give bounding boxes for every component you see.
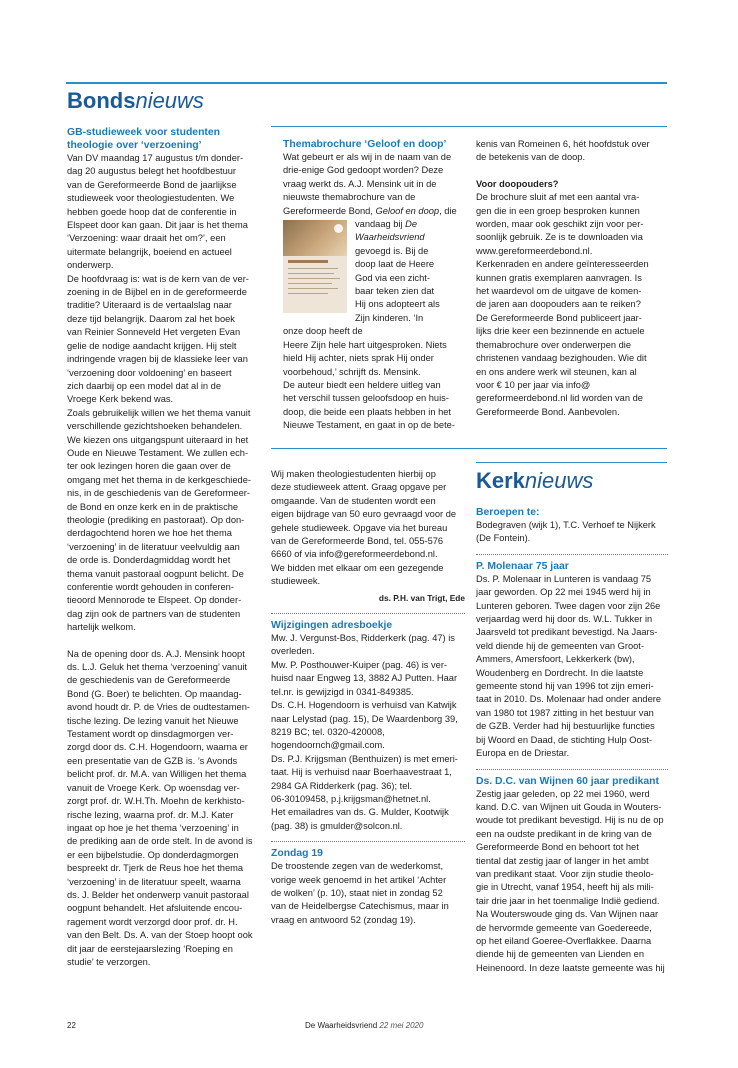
text-line: doop laat de Heere [355, 259, 435, 270]
text-line: Hij ons adopteert als [355, 299, 440, 310]
text-line: de jaren aan doopouders aan te reiken? [476, 299, 641, 310]
text-line: taat. Hij is verhuisd naar Boerhaavestraat 1, [271, 767, 452, 778]
text-line: Zestig jaar geleden, op 22 mei 1960, werd [476, 788, 650, 799]
brochure-body [283, 339, 466, 433]
text-line: dit jaar de eerstejaarslezing ‘Roeping en [67, 943, 233, 954]
text-line: Vroege Kerk bekend was. [67, 394, 174, 405]
text-line: de wolken’ (p. 10), staat niet in zondag 52 [271, 887, 443, 898]
text-line: 8219 BC; tel. 0320-420008, [271, 726, 385, 737]
divider [271, 841, 465, 842]
text-line: uitermate belangrijk, boeiend en actueel [67, 246, 232, 257]
text-line: baar teken zien dat [355, 286, 435, 297]
heading-molenaar: P. Molenaar 75 jaar [476, 560, 569, 572]
beroepen-text [476, 519, 668, 546]
text-line: lijks drie keer een bezinnende en actuele [476, 326, 645, 337]
text-line: omgang met het thema in de kerkgeschiede- [67, 474, 251, 485]
divider [476, 769, 668, 770]
text-line: soonlijk gebruik. Ze is te downloaden via [476, 232, 643, 243]
box-top-rule [271, 126, 667, 127]
van-wijnen-text [476, 788, 668, 976]
text-line: Europa en de Driestar. [476, 748, 570, 759]
text-line: verjaardag werd hij door ds. W.L. Tukker in [476, 614, 653, 625]
brochure-intro [283, 151, 466, 205]
text-line: theologie (prediking en pastoraat). Op don- [67, 514, 245, 525]
studieweek-body [67, 152, 261, 635]
signature: ds. P.H. van Trigt, Ede [378, 592, 465, 603]
text-line: diende hij de gemeenten van Lienden en [476, 949, 644, 960]
text-line: tiental dat zestig jaar of langer in het ambt [476, 855, 649, 866]
text-line: ds. J. Belder het onderwerp vanuit pastoraal [67, 889, 249, 900]
text-line: gelie de nodige aandacht krijgen. Hij stelt [67, 340, 237, 351]
text-line: jaar geworden. Op 22 mei 1945 werd hij in [476, 587, 651, 598]
text-line: nis, in de geschiedenis van de Gereformeer- [67, 488, 250, 499]
text-line: Mw. P. Posthouwer-Kuiper (pag. 46) is ver- [271, 659, 448, 670]
article-themabrochure-cont [476, 138, 668, 419]
text-line: hogendoornch@gmail.com. [271, 740, 385, 751]
text-line: 6660 of via info@gereformeerdebond.nl. [271, 549, 438, 560]
text-line: ‘Verzoening: waar draait het om?’, een [67, 233, 226, 244]
text-line: van predikant staat. Voor zijn studie theolo- [476, 868, 654, 879]
zondag-19-text [271, 860, 465, 927]
text-line: Gereformeerde Bond. Aanbevolen. [476, 406, 620, 417]
text-line: verschillende gezichtshoeken behandelen. [67, 421, 243, 432]
text-line: De brochure sluit af met een aantal vra- [476, 192, 640, 203]
text-line: huisd naar Engweg 13, 3882 AJ Putten. Haar [271, 673, 458, 684]
text-line: gen die in een groep besproken kunnen [476, 205, 640, 216]
text-line: bij Woord en Daad, de stichting Hulp Oost- [476, 734, 653, 745]
text-line: nieuwste themabrochure van de [283, 192, 416, 203]
heading-van-wijnen: Ds. D.C. van Wijnen 60 jaar predikant [476, 775, 659, 787]
text-line: Van DV maandag 17 augustus t/m donder- [67, 153, 244, 163]
section-title-bondsnieuws: Bondsnieuws [67, 88, 204, 113]
text-line: de geschiedenis van de Gereformeerde [67, 675, 231, 686]
text-line: ‘verzoening’ in de literatuur speelt, waarna [67, 876, 241, 887]
text-line: worden, maar ook geschikt zijn voor per- [476, 219, 644, 230]
text-line: zich daarbij op een model dat al in de [67, 380, 222, 391]
column-kerknieuws [476, 506, 668, 975]
text-line: thema vanuit pastoraal oogpunt belicht. De [67, 568, 244, 579]
text-line: naar Lelystad (pag. 15), De Waardenborg 39, [271, 713, 458, 724]
text-line: een presentatie van de GZB is. ’s Avonds [67, 755, 238, 766]
text-line: drie-enige God gedoopt worden? Deze [283, 165, 444, 176]
text-line: tair drie jaar in het toenmalige Indië gediend. [476, 895, 660, 906]
heading-adresboekje: Wijzigingen adresboekje [271, 620, 393, 632]
text-line: eigen bijdrage van 50 euro gevraagd voor de [271, 509, 457, 520]
text-line: studieweek voor theologiestudenten. We [67, 193, 235, 204]
text-line: De hoofdvraag is: wat is de kern van de ver- [67, 273, 249, 284]
text-line: conferentie wordt gehouden in conferen- [67, 582, 234, 592]
text-line: op het eiland Goeree-Overflakkee. Daarna [476, 935, 652, 946]
brochure-float-line: Waarheidsvriend [355, 232, 425, 243]
text-line: Oude en Nieuwe Testament. We zullen ech- [67, 447, 249, 458]
text-line: voorbehoud,’ schrijft ds. Mensink. [283, 366, 421, 377]
text-line: deze studieweek attent. Graag opgave per [271, 482, 447, 493]
text-line: Jaarsveld tot predikant bevestigd. Na Jaars- [476, 627, 658, 638]
text-line: het waardevol om de uitgave de komen- [476, 286, 642, 297]
text-line: Lunteren geboren. Twee dagen voor zijn 26e [476, 600, 661, 611]
text-line: de orde is. Donderdagmiddag wordt het [67, 555, 231, 566]
article-studieweek [67, 126, 261, 969]
text-line: dag 20 augustus belegt het hoofdbestuur [67, 166, 237, 177]
text-line: ter ook lezingen horen die gaan over de [67, 461, 231, 472]
text-line: vraag en antwoord 52 (zondag 19). [271, 914, 416, 925]
text-line: christenen vandaag bezighouden. Wie dit [476, 353, 647, 364]
brochure-doopouders-text [476, 191, 668, 419]
heading-zondag-19: Zondag 19 [271, 848, 323, 860]
text-line: gie in Utrecht, vanaf 1954, heeft hij als mili- [476, 882, 654, 893]
text-line: hebben goede hoop dat de conferentie in [67, 206, 237, 217]
text-line: Heere Zijn hele hart uitgesproken. Niets [283, 339, 447, 350]
text-line: de betekenis van de doop. [476, 152, 586, 163]
text-line: ingaat op hoe je het thema ‘verzoening’ in [67, 822, 239, 833]
section-title-kerknieuws: Kerknieuws [476, 468, 594, 493]
text-line: gemeente stond hij van 1996 tot zijn emeri- [476, 681, 654, 692]
text-line: Nieuwe Testament, en gaat in op de bete- [283, 420, 455, 431]
text-line: gehele studieweek. Opgave via het bureau [271, 522, 448, 533]
text-line: voor € 10 per jaar via info@ [476, 379, 591, 390]
text-line: ‘verzoening’ in de literatuur veelvuldig aan [67, 541, 240, 552]
text-line: ds. L.J. Geluk het thema ‘verzoening’ vanuit [67, 662, 248, 673]
text-line: tieoord Mennorode te Elspeet. Op donder- [67, 595, 242, 606]
heading-themabrochure: Themabrochure ‘Geloof en doop’ [283, 139, 447, 150]
text-line: Wat gebeurt er als wij in de naam van de [283, 152, 452, 162]
text-line: overleden. [271, 646, 315, 657]
text-line: er een bijbelstudie. Op donderdagmorgen [67, 849, 239, 860]
text-line: doop, die beide een plaats hebben in het [283, 406, 452, 417]
kerknieuws-rule [476, 462, 667, 463]
text-line: Ds. P.J. Krijgsman (Benthuizen) is met emeri- [271, 753, 458, 764]
text-line: Wij maken theologiestudenten hierbij op [271, 469, 436, 479]
text-line: van de Gereformeerde Bond, tel. 055-576 [271, 536, 444, 547]
text-line: van 1980 tot 1987 zitting in het bestuur van [476, 707, 654, 718]
studieweek-program [67, 648, 261, 970]
text-line: de prediking aan de orde stelt. In de avond is [67, 836, 253, 847]
text-line: veld diende hij de gemeenten van Groot- [476, 640, 644, 651]
text-line: omgaande. Van de studenten wordt een [271, 495, 436, 506]
text-line: vanuit de Vroege Kerk. Op woensdag ver- [67, 782, 240, 793]
text-line: www.gereformeerdebond.nl. [476, 245, 593, 256]
text-line: oogpunt behandelt. Het afsluitende encou- [67, 903, 243, 914]
text-line: vraag werkt ds. A.J. Mensink uit in de [283, 178, 437, 189]
text-line: bespreekt dr. Tjerk de Reus hoe het thema [67, 863, 244, 874]
text-line: van de Heidelbergse Catechismus, maar in [271, 901, 449, 912]
text-line: We kiezen ons uitgangspunt uiteraard in het [67, 434, 249, 445]
text-line: 2984 GA Ridderkerk (pag. 36); tel. [271, 780, 413, 791]
column-middle [271, 468, 465, 927]
box-bottom-rule [271, 448, 667, 449]
text-line: gereformeerdebond.nl lid worden van de [476, 393, 643, 404]
text-line: Zijn kinderen. ‘In [355, 312, 424, 323]
text-line: Na de opening door ds. A.J. Mensink hoopt [67, 648, 245, 659]
text-line: zorgt prof. dr. W.H.Th. Moehn de kerkhisto- [67, 796, 245, 807]
text-line: de hervormde gemeente van Goedereede, [476, 922, 652, 933]
text-line: traditie? Uiteraard is de vertaalslag naar [67, 300, 232, 311]
text-line: avond houdt dr. P. de Vries de oudtestamen- [67, 702, 250, 713]
text-line: indringende vragen bij de klassieke leer van [67, 354, 248, 365]
text-line: gevoegd is. Bij de [355, 245, 429, 256]
divider [271, 613, 465, 614]
text-line: woude tot predikant bevestigd. Hij is nu de op [476, 815, 664, 826]
text-line: de GZB. Verder had hij bestuurlijke functies [476, 721, 655, 732]
text-line: Elspeet door kan gaan. Dit jaar is het thema [67, 220, 248, 231]
text-line: een na oudste predikant in de kring van de [476, 828, 652, 839]
article-themabrochure [283, 138, 466, 433]
heading-studieweek: GB-studieweek voor studenten theologie over ‘verzoening’ [67, 127, 220, 151]
text-line: hield Hij achter, niets sprak Hij onder [283, 353, 434, 364]
text-line: en ons andere werk wil steunen, kan al [476, 366, 637, 377]
text-line: kunnen gratis exemplaren aanvragen. Is [476, 272, 642, 283]
text-line: dag zijn ook de partners van de studenten [67, 608, 241, 619]
text-line: onze doop heeft de [283, 326, 363, 337]
text-line: tel.nr. is gewijzigd in 0341-849385. [271, 686, 414, 697]
text-line: hartelijk welkom. [67, 622, 136, 633]
heading-beroepen: Beroepen te: [476, 507, 540, 518]
text-line: Bond (G. Boer) te belichten. Op maandag- [67, 688, 242, 699]
divider [476, 554, 668, 555]
text-line: Woudenberg en Dordrecht. In die laatste [476, 667, 644, 678]
text-line: kenis van Romeinen 6, hét hoofdstuk over [476, 139, 650, 149]
text-line: het verschil tussen geloofsdoop en huis- [283, 393, 449, 404]
text-line: Bodegraven (wijk 1), T.C. Verhoef te Nijkerk [476, 520, 656, 530]
text-line: deze tijd belangrijk. Daarom zal het boek [67, 313, 235, 324]
text-line: van Reinier Sonneveld Het vergeten Evan [67, 327, 241, 338]
text-line: Testament wordt op dinsdagmorgen ver- [67, 729, 234, 740]
text-line: themabrochure over onderwerpen die [476, 339, 632, 350]
brochure-cover-image [283, 220, 347, 313]
text-line: van den Belt. Ds. A. van der Stoep hoopt ook [67, 930, 253, 941]
text-line: Ds. P. Molenaar in Lunteren is vandaag 75 [476, 573, 652, 584]
text-line: De auteur biedt een heldere uitleg van [283, 379, 441, 390]
text-line: studie’ te verzorgen. [67, 956, 151, 967]
text-line: Kerkenraden en andere geïnteresseerden [476, 259, 649, 270]
brochure-continued [476, 138, 668, 165]
text-line: Gereformeerde Bond en behoort tot het [476, 842, 639, 853]
footer-magazine: De Waarheidsvriend 22 mei 2020 [305, 1021, 424, 1030]
brochure-float-line: vandaag bij De [355, 219, 418, 230]
text-line: zorgd door ds. C.H. Hogendoorn, waarna er [67, 742, 248, 753]
text-line: ‘verzoening door voldoening’ en baseert [67, 367, 232, 378]
text-line: rische lezing, waarna prof. dr. M.J. Kater [67, 809, 234, 820]
text-line: We bidden met elkaar om een gezegende [271, 562, 444, 573]
studieweek-registration [271, 468, 465, 589]
text-line: derdagochtend horen we hoe het thema [67, 528, 232, 539]
text-line: ragement wordt verzorgd door prof. dr. H. [67, 916, 238, 927]
text-line: kand. D.C. van Wijnen uit Gouda in Wouters- [476, 801, 662, 812]
text-line: vorige week genoemd in het artikel ‘Achter [271, 874, 447, 885]
text-line: de Bond en onze kerk en in de praktische [67, 501, 239, 512]
header-rule [66, 82, 667, 84]
text-line: 06-30109458, p.j.krijgsman@hetnet.nl. [271, 793, 431, 804]
text-line: Het emailadres van ds. G. Mulder, Kootwijk [271, 807, 449, 818]
text-line: zoening in de Bijbel en in de gereformeerde [67, 287, 247, 298]
text-line: Heinenoord. In deze laatste gemeente was hij [476, 962, 665, 973]
text-line: tische lezing. De lezing vanuit het Nieuwe [67, 715, 239, 726]
text-line: Ds. C.H. Hogendoorn is verhuisd van Katwijk [271, 700, 457, 711]
text-line: van de Gereformeerde Bond de jaarlijkse [67, 179, 237, 190]
subheading-doopouders: Voor doopouders? [476, 178, 559, 189]
brochure-line-title: Gereformeerde Bond, Geloof en doop, die [283, 205, 457, 216]
text-line: Na Wouterswoude ging ds. Van Wijnen naar [476, 909, 659, 920]
text-line: (De Fontein). [476, 533, 531, 544]
text-line: God via een zicht- [355, 272, 430, 283]
text-line: onderwerp. [67, 260, 114, 271]
text-line: Mw. J. Vergunst-Bos, Ridderkerk (pag. 47) is [271, 633, 455, 644]
text-line: Ammers, Amersfoort, Lekkerkerk (bw), [476, 654, 635, 665]
text-line: Zoals gebruikelijk willen we het thema vanuit [67, 407, 251, 418]
text-line: taat in 2010. Ds. Molenaar had onder andere [476, 694, 662, 705]
molenaar-text [476, 573, 668, 761]
text-line: studieweek. [271, 576, 321, 587]
text-line: (pag. 38) is gmulder@solcon.nl. [271, 820, 403, 831]
adresboekje-text [271, 632, 465, 833]
text-line: De troostende zegen van de wederkomst, [271, 861, 444, 872]
page-number: 22 [67, 1021, 76, 1030]
text-line: De Gereformeerde Bond publiceert jaar- [476, 312, 642, 323]
text-line: belicht prof. dr. M.A. van Willigen het thema [67, 769, 247, 780]
